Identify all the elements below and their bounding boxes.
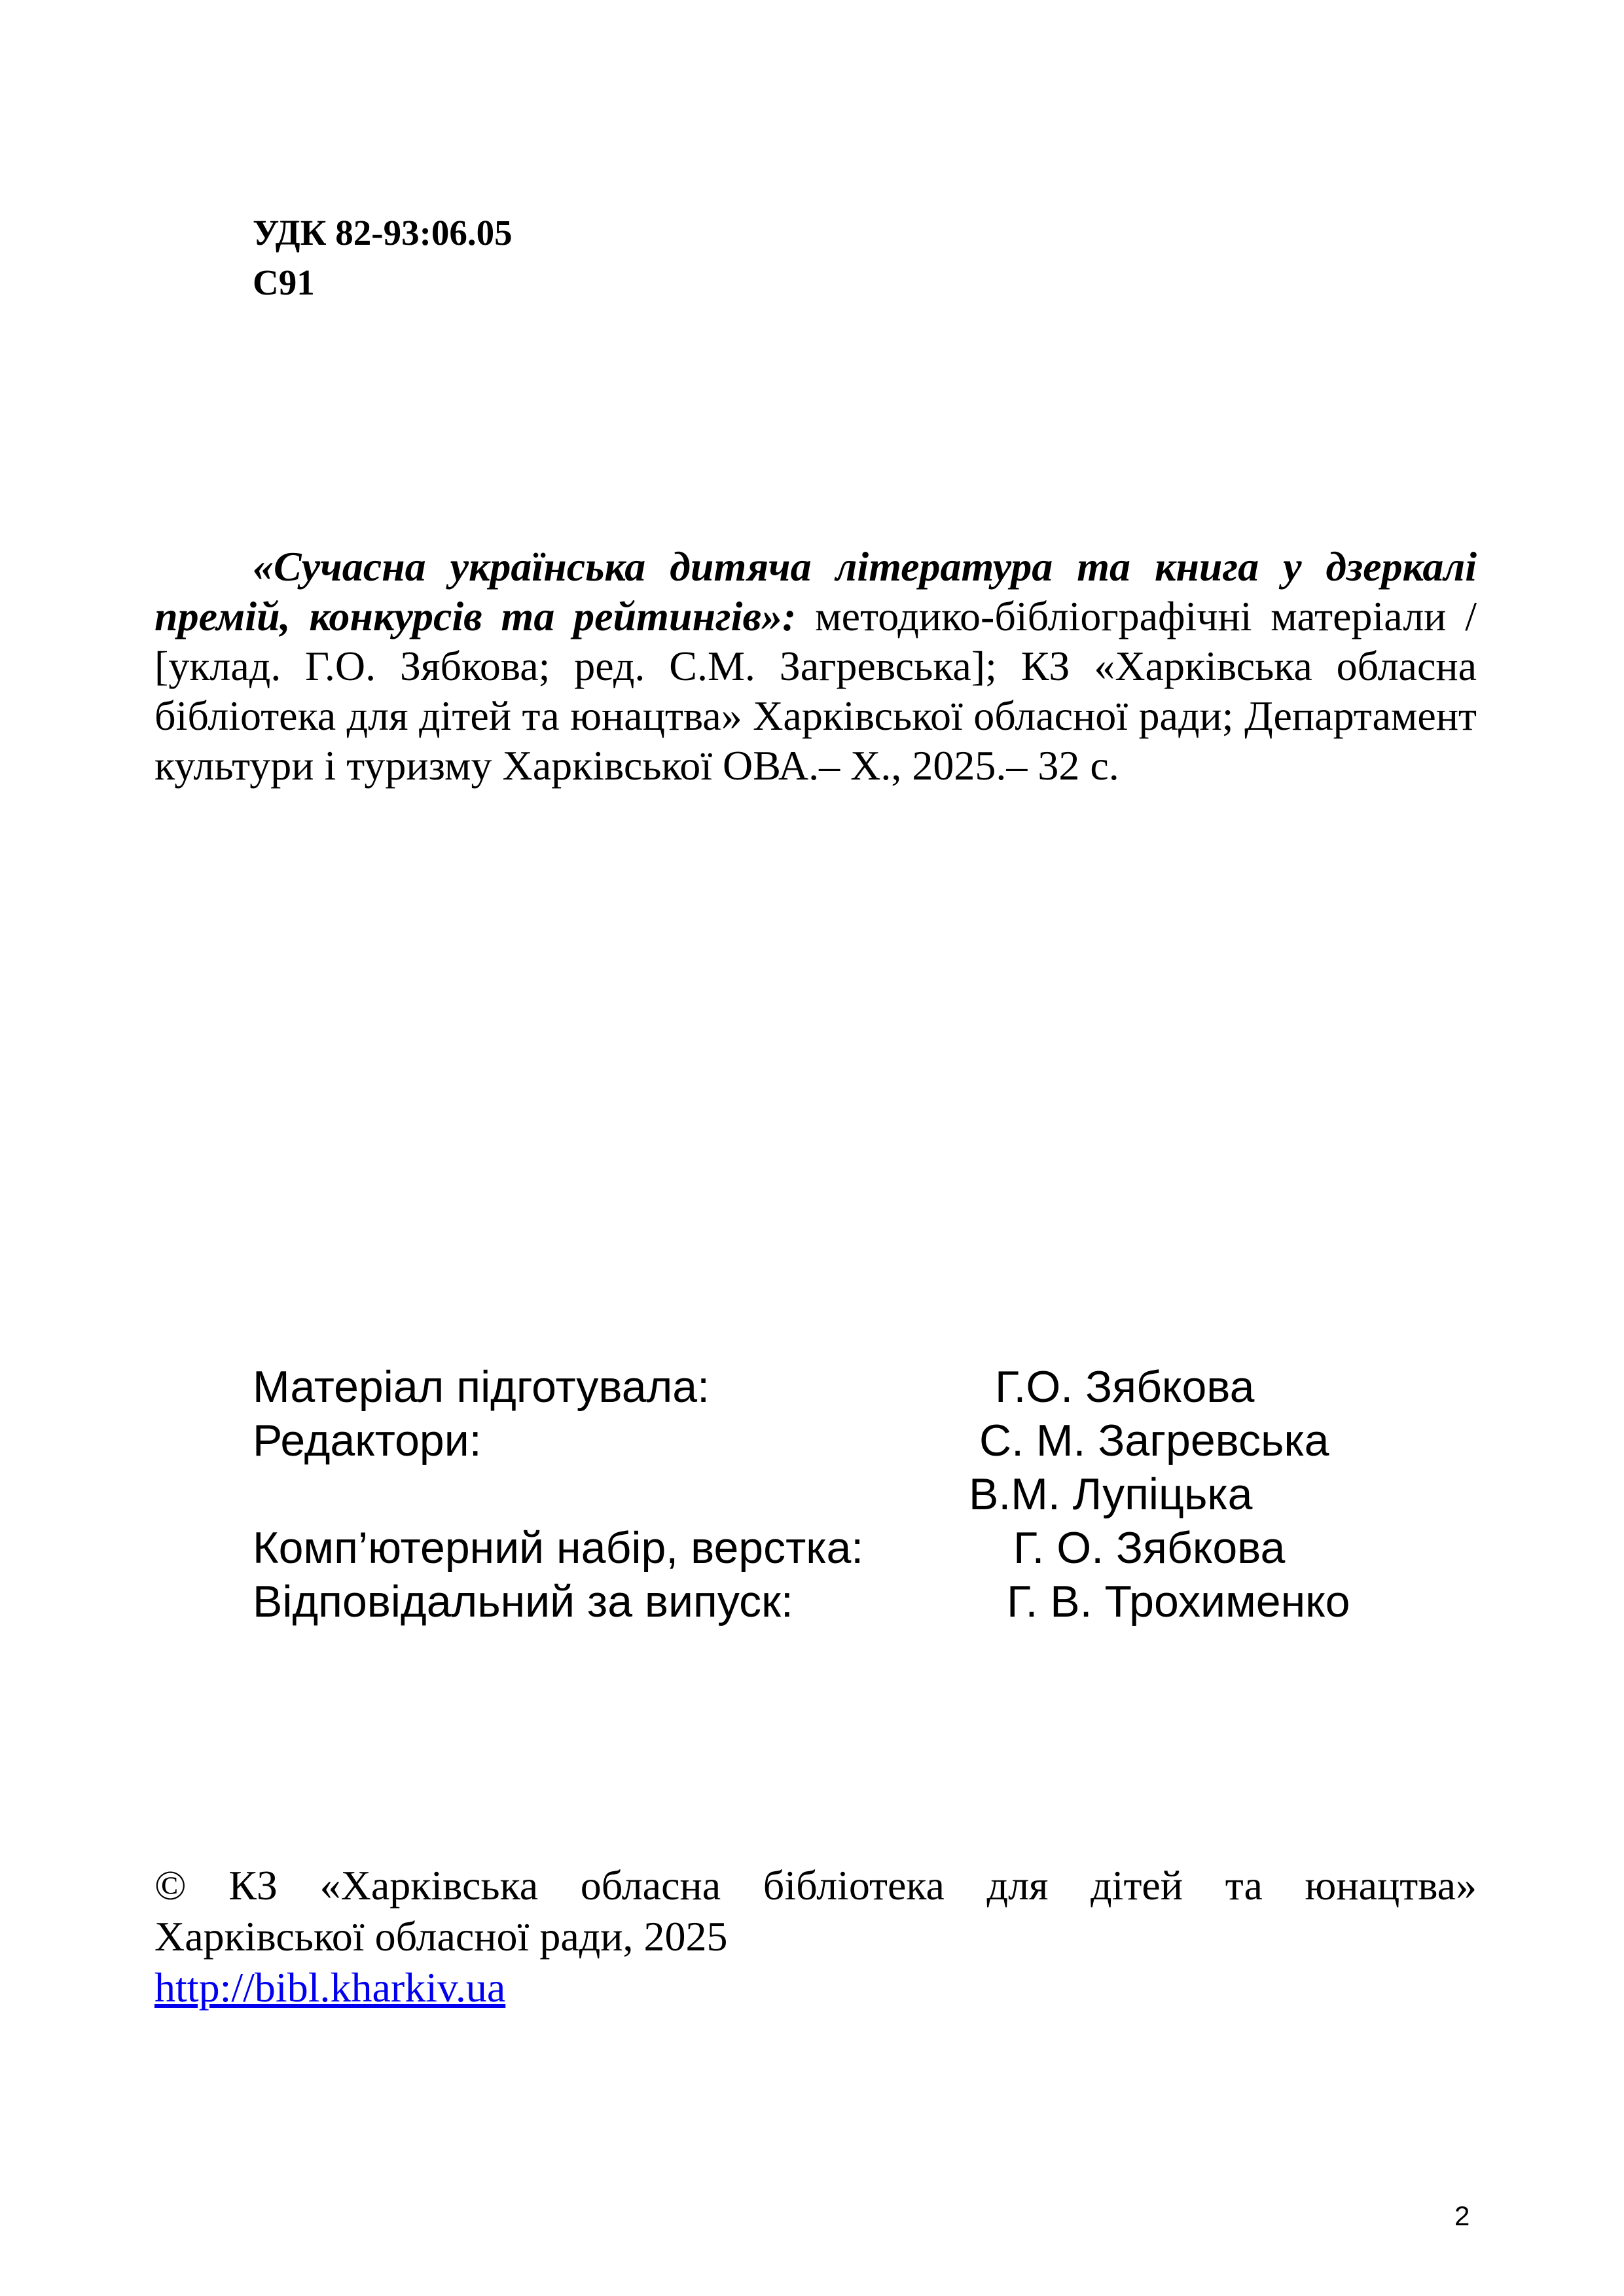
copyright-block: [154, 1860, 1477, 2013]
credit-typesetting: [253, 1521, 1431, 1575]
credit-editors: [253, 1414, 1431, 1467]
bibliographic-description: [154, 542, 1477, 791]
udc-code: УДК 82-93:06.05: [253, 213, 513, 253]
credit-label: Редактори:: [253, 1416, 482, 1465]
credit-label: Матеріал підготувала:: [253, 1362, 710, 1412]
publication-title: «Сучасна українська дитяча література та книга у дзеркалі премій, конкурсів та рейтингів»:: [154, 543, 1477, 639]
udc-block: [253, 208, 513, 308]
credit-label: Відповідальний за випуск:: [253, 1577, 793, 1626]
credits-block: [253, 1360, 1431, 1628]
credit-name: Г.О. Зябкова: [995, 1362, 1255, 1412]
credit-name: Г. О. Зябкова: [1013, 1523, 1286, 1573]
udc-index: С91: [253, 262, 315, 302]
credit-responsible: [253, 1575, 1431, 1628]
credit-label: Комп’ютерний набір, верстка:: [253, 1523, 864, 1573]
copyright-line: © КЗ «Харківська обласна бібліотека для дітей та юнацтва»: [154, 1862, 1477, 1909]
credit-prepared: [253, 1360, 1431, 1414]
credit-name: Г. В. Трохименко: [1007, 1577, 1350, 1626]
credit-editors-second: [253, 1467, 1431, 1521]
page-number: 2: [1454, 2200, 1470, 2231]
copyright-owner: Харківської обласної ради, 2025: [154, 1913, 728, 1960]
library-website-link[interactable]: http://bibl.kharkiv.ua: [154, 1964, 506, 2011]
credit-name: В.М. Лупіцька: [969, 1469, 1253, 1519]
publication-details: методико-бібліографічні матеріали / [уклад. Г.О. Зябкова; ред. С.М. Загревська]; КЗ «Харківська обласна бібліотека для дітей та юнацтва» Харківської обласної ради; Департамент культури і туризму Харківської ОВА.– Х., 2025.– 32 с.: [154, 593, 1477, 789]
credit-name: С. М. Загревська: [979, 1416, 1329, 1465]
